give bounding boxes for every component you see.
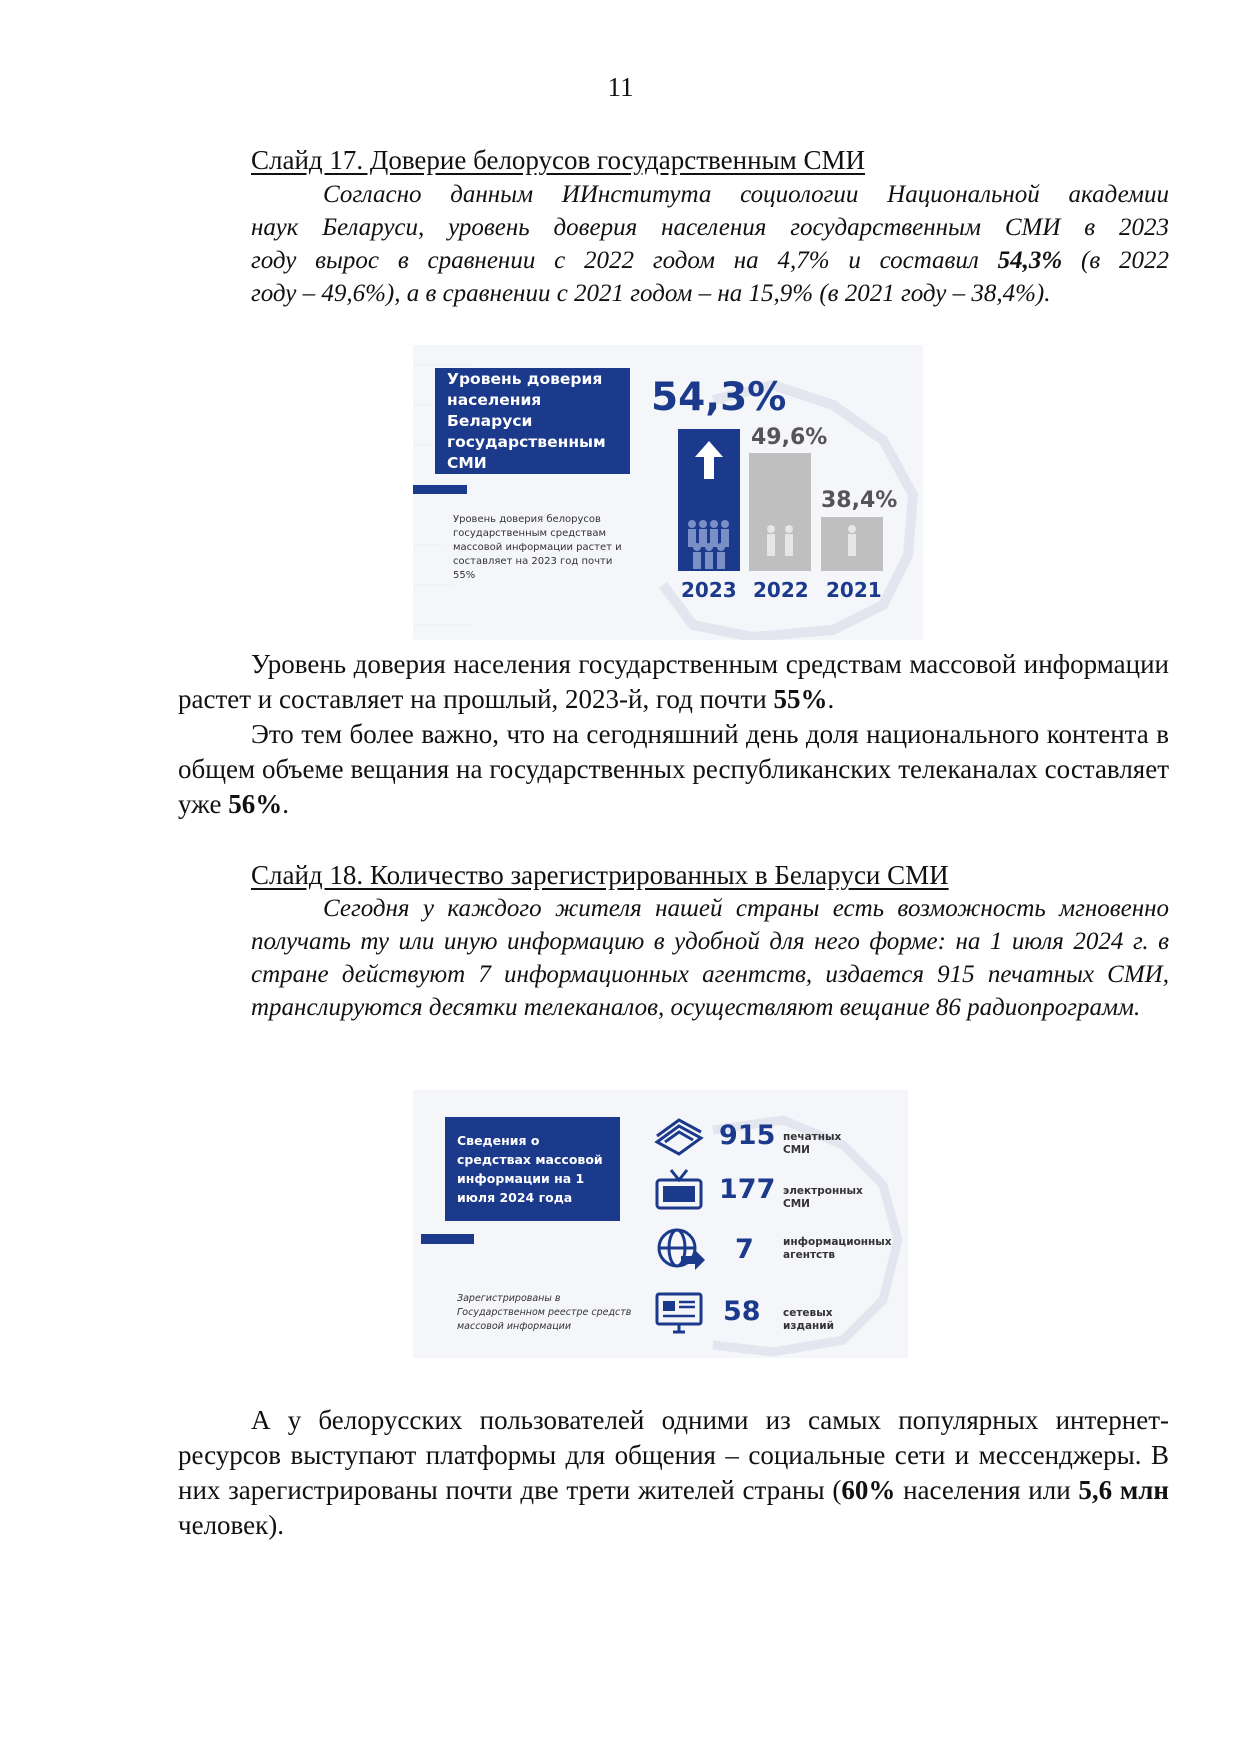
- bar-2022: [749, 453, 811, 571]
- accent-bar: [413, 485, 467, 494]
- media-value-electronic: 177: [719, 1174, 776, 1205]
- paragraph-3-part-3: человек).: [178, 1510, 284, 1540]
- slide-17-line-2: наук Беларуси, уровень доверия населения государственным СМИ в 2023: [251, 214, 1169, 241]
- slide-17-line-4: году – 49,6%), а в сравнении с 2021 годом – на 15,9% (в 2021 году – 38,4%).: [251, 280, 1051, 307]
- paragraph-2-bold: 56%: [228, 789, 283, 819]
- slide-17-line-1: Согласно данным ИИнститута социологии Национальной академии: [323, 181, 1169, 208]
- monitor-icon: [651, 1288, 707, 1336]
- slide-17-line-3-end: (в 2022: [1081, 247, 1169, 274]
- slide-18-title: Слайд 18. Количество зарегистрированных в Беларуси СМИ: [251, 860, 949, 890]
- newspaper-icon: [651, 1112, 707, 1160]
- paragraph-1: [178, 647, 1169, 717]
- bar-2021: [821, 517, 883, 571]
- slide-17-line-3-text: году вырос в сравнении с 2022 годом на 4,7% и составил: [251, 247, 979, 274]
- paragraph-1-bold: 55%: [773, 684, 828, 714]
- trust-infographic: [413, 345, 923, 640]
- social-users-value: 5,6 млн: [1078, 1475, 1169, 1505]
- media-label-agencies: информационных агентств: [783, 1236, 892, 1261]
- value-label-2021: 38,4%: [821, 488, 898, 513]
- paragraph-2-end: .: [282, 789, 289, 819]
- slide-17-title: Слайд 17. Доверие белорусов государственным СМИ: [251, 145, 866, 175]
- tv-icon: [651, 1166, 707, 1214]
- page-number: 11: [607, 72, 634, 102]
- value-label-2022: 49,6%: [751, 425, 828, 450]
- person-icon: [821, 517, 883, 571]
- slide-18-text: [251, 892, 1169, 1024]
- bar-2023: [678, 429, 740, 571]
- paragraph-3-part-1: А у белорусских пользователей одними из самых популярных интернет-ресурсов выступают платформы для общения – социальные сети и мессенджеры. В них зарегистрированы почти две трети жителей страны (: [178, 1405, 1169, 1505]
- registered-note: Зарегистрированы в Государственном реестре средств массовой информации: [457, 1293, 632, 1332]
- media-value-print: 915: [719, 1120, 776, 1151]
- arrow-up-icon: [678, 429, 740, 571]
- media-label-electronic: электронных СМИ: [783, 1185, 863, 1210]
- paragraph-1-text: Уровень доверия населения государственным средствам массовой информации растет и составляет на прошлый, 2023-й, год почти: [178, 649, 1169, 714]
- media-label-print: печатных СМИ: [783, 1131, 842, 1156]
- media-label-online: сетевых изданий: [783, 1307, 834, 1332]
- paragraph-social: [178, 1403, 1169, 1543]
- globe-icon: [651, 1226, 707, 1274]
- year-label-2022: 2022: [753, 578, 809, 602]
- paragraph-3: [178, 1403, 1169, 1543]
- value-label-2023: 54,3%: [651, 375, 787, 420]
- paragraph-trust: [178, 647, 1169, 822]
- slide-17-line-3: [251, 244, 1169, 277]
- year-label-2023: 2023: [681, 578, 737, 602]
- accent-bar: [421, 1234, 474, 1244]
- paragraph-2-text: Это тем более важно, что на сегодняшний день доля национального контента в общем объеме вещания на государственных республиканских телеканалах составляет уже: [178, 719, 1169, 819]
- media-value-online: 58: [723, 1296, 761, 1327]
- media-infographic: [413, 1090, 908, 1358]
- media-value-agencies: 7: [735, 1234, 754, 1265]
- trust-infographic-title: Уровень доверия населения Беларуси государственным СМИ: [435, 368, 630, 474]
- paragraph-2: [178, 717, 1169, 822]
- people-icon: [749, 453, 811, 571]
- trust-2023-value: 54,3%: [997, 247, 1063, 274]
- paragraph-3-part-2: населения или: [895, 1475, 1079, 1505]
- year-label-2021: 2021: [826, 578, 882, 602]
- slide-18-paragraph: Сегодня у каждого жителя нашей страны есть возможность мгновенно получать ту или иную информацию в удобной для него форме: на 1 июля 2024 г. в стране действуют 7 информационных агентств, издается 915 печатных СМИ, транслируются десятки телеканалов, осуществляют вещание 86 радиопрограмм.: [251, 895, 1169, 1021]
- social-share-value: 60%: [841, 1475, 896, 1505]
- paragraph-1-end: .: [827, 684, 835, 714]
- media-infographic-title: Сведения о средствах массовой информации на 1 июля 2024 года: [445, 1117, 620, 1221]
- slide-17-text: [251, 178, 1169, 310]
- trust-infographic-subtitle: Уровень доверия белорусов государственным средствам массовой информации растет и составляет на 2023 год почти 55%: [453, 514, 622, 581]
